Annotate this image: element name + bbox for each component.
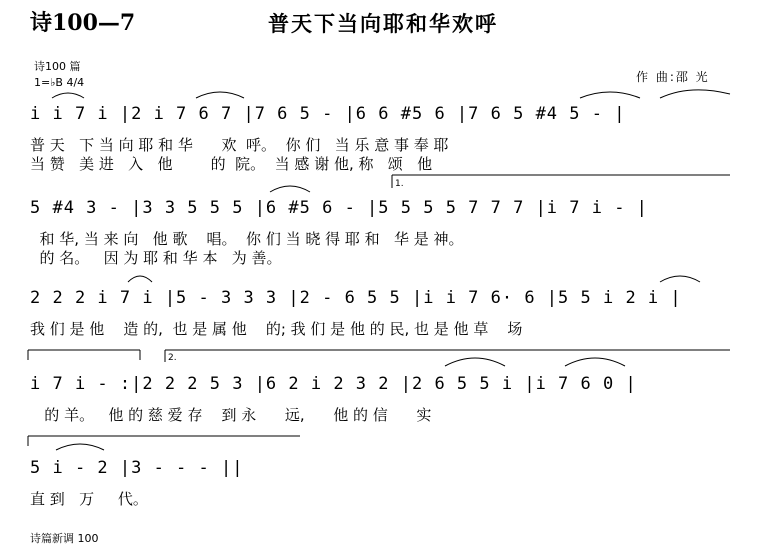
staff-2-notes: 5 #4 3 - |3 3 5 5 5 |6 #5 6 - |5 5 5 5 7 7 7 |i 7 i - | <box>30 198 648 218</box>
slur <box>445 358 505 366</box>
volta-2-label: 2. <box>168 353 177 363</box>
staff-2-lyrics-verse-2: 的 名。 因 为 耶 和 华 本 为 善。 <box>30 249 282 267</box>
hymn-number: 诗100—7 <box>30 10 136 36</box>
slur <box>565 358 625 366</box>
slur <box>660 90 730 98</box>
staff-2-lyrics-verse-1: 和 华, 当 来 向 他 歌 唱。 你 们 当 晓 得 耶 和 华 是 神。 <box>30 230 464 248</box>
slur <box>270 186 310 192</box>
slur <box>52 93 84 98</box>
staff-4-notes: i 7 i - :|2 2 2 5 3 |6 2 i 2 3 2 |2 6 5 5 i |i 7 6 0 | <box>30 374 637 394</box>
staff-5-notes: 5 i - 2 |3 - - - || <box>30 458 244 478</box>
staff-5-lyrics: 直 到 万 代。 <box>30 490 148 508</box>
footer-source: 诗篇新调 100 <box>30 532 99 545</box>
key-signature: 1=♭B 4/4 <box>34 76 85 89</box>
staff-4-lyrics: 的 羊。 他 的 慈 爱 存 到 永 远, 他 的 信 实 <box>30 406 432 424</box>
hymn-title: 普天下当向耶和华欢呼 <box>268 11 498 36</box>
staff-3-lyrics: 我 们 是 他 造 的, 也 是 属 他 的; 我 们 是 他 的 民, 也 是 他 草 场 <box>30 320 523 338</box>
scripture-source: 诗100 篇 <box>34 60 81 73</box>
volta-1-label: 1. <box>395 179 404 189</box>
slur <box>56 444 104 450</box>
staff-1-lyrics-verse-1: 普 天 下 当 向 耶 和 华 欢 呼。 你 们 当 乐 意 事 奉 耶 <box>30 136 449 154</box>
slur <box>580 92 640 98</box>
staff-1-notes: i i 7 i |2 i 7 6 7 |7 6 5 - |6 6 #5 6 |7 6 5 #4 5 - | <box>30 104 626 124</box>
slur <box>660 276 700 282</box>
slur <box>196 92 244 98</box>
staff-3-notes: 2 2 2 i 7 i |5 - 3 3 3 |2 - 6 5 5 |i i 7 6· 6 |5 5 i 2 i | <box>30 288 682 308</box>
slur <box>128 276 152 282</box>
composer-credit: 作 曲:邵 光 <box>636 70 710 84</box>
staff-1-lyrics-verse-2: 当 赞 美 进 入 他 的 院。 当 感 谢 他, 称 颂 他 <box>30 155 433 173</box>
